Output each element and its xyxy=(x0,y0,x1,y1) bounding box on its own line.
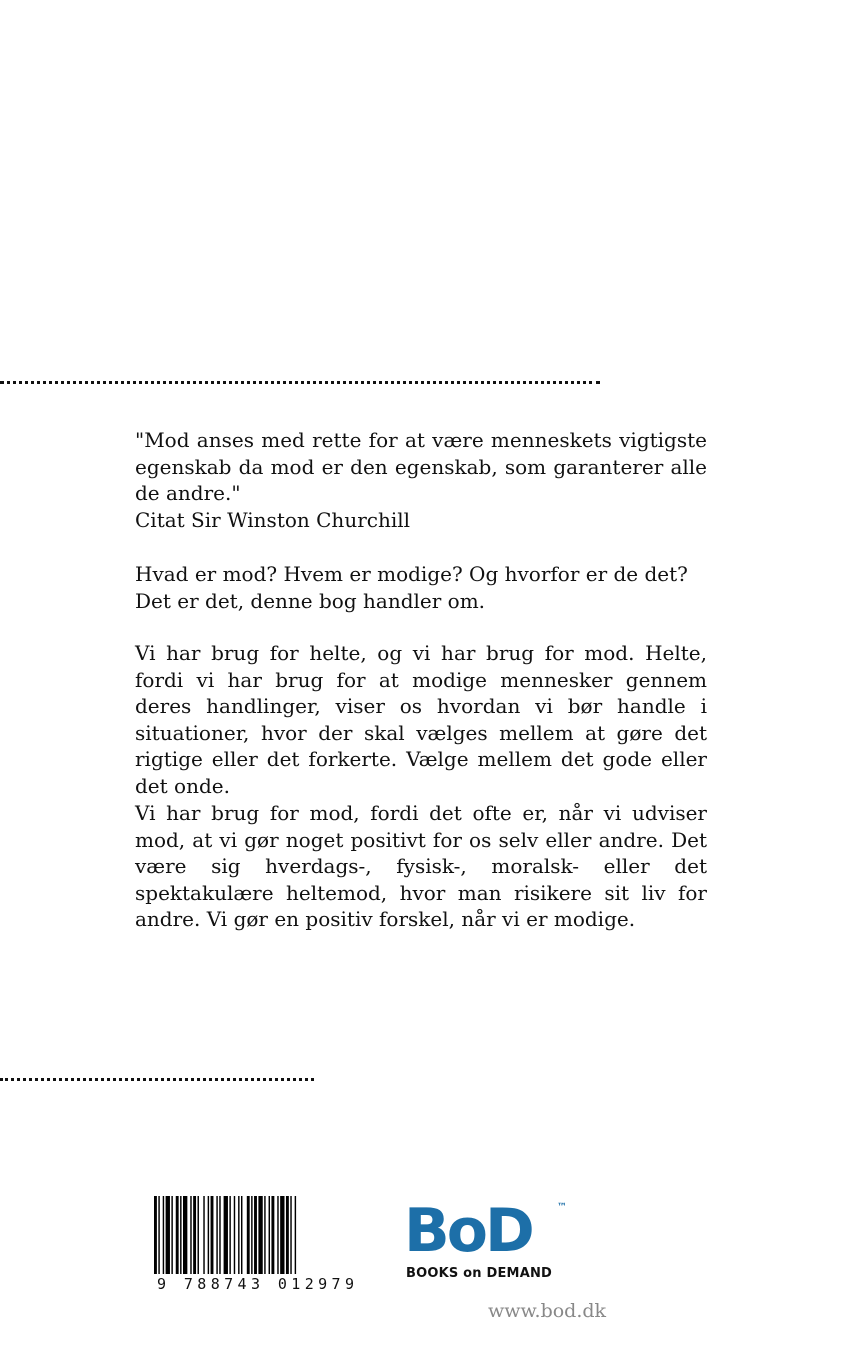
barcode-bar xyxy=(198,1196,199,1276)
barcode-bar xyxy=(171,1196,172,1276)
barcode-bar xyxy=(271,1196,274,1276)
barcode-bar xyxy=(258,1196,262,1276)
barcode-bar xyxy=(286,1196,289,1276)
quote-attribution: Citat Sir Winston Churchill xyxy=(135,507,411,532)
barcode-bar xyxy=(277,1196,278,1276)
dotted-divider-top xyxy=(0,381,600,384)
publisher-website: www.bod.dk xyxy=(488,1300,607,1322)
barcode-bar xyxy=(290,1196,291,1276)
bod-tagline: BOOKS on DEMAND xyxy=(406,1266,553,1281)
paragraph-text: Vi har brug for helte, og vi har brug for mod. Helte, fordi vi har brug for at modige mennesker gennem deres handlinger, viser os hvordan vi bør handle i situationer, hvor der skal vælges mellem at gøre det rigtige eller det forkerte. Vælge mellem det gode eller det onde. xyxy=(135,641,707,798)
barcode-bar xyxy=(208,1196,209,1276)
barcode-bar xyxy=(183,1196,187,1276)
bod-logo xyxy=(404,1196,584,1292)
barcode-bar xyxy=(176,1196,179,1276)
dotted-divider-bottom xyxy=(0,1078,314,1081)
barcode-bar xyxy=(211,1196,214,1276)
questions-line-2: Det er det, denne bog handler om. xyxy=(135,588,486,613)
barcode-bar xyxy=(154,1196,157,1276)
barcode-bar xyxy=(269,1196,270,1276)
barcode-bar xyxy=(238,1196,239,1276)
barcode-bar xyxy=(224,1196,228,1276)
barcode-bar xyxy=(190,1196,191,1276)
barcode-bar xyxy=(163,1196,164,1276)
barcode-bar xyxy=(180,1196,181,1276)
paragraph-text: Vi har brug for mod, fordi det ofte er, når vi udviser mod, at vi gør noget positivt for os selv eller andre. Det være sig hverdags-, fysisk-, moralsk- eller det spektakulære heltemod, hvor man risikere sit liv for andre. Vi gør en positiv forskel, når vi er modige. xyxy=(135,801,707,931)
churchill-quote xyxy=(135,427,707,533)
barcode-bar xyxy=(264,1196,265,1276)
barcode-bar xyxy=(219,1196,220,1276)
barcode-bar xyxy=(216,1196,217,1276)
body-paragraph-courage xyxy=(135,800,707,933)
barcode-bars xyxy=(154,1196,296,1276)
isbn-barcode xyxy=(152,1196,362,1296)
isbn-number: 9 788743 012979 xyxy=(157,1275,354,1293)
barcode-bar xyxy=(158,1196,159,1276)
bod-logo-text: BoD xyxy=(404,1196,532,1266)
barcode-bar xyxy=(247,1196,250,1276)
trademark-mark: ™ xyxy=(557,1202,567,1213)
barcode-bar xyxy=(234,1196,235,1276)
barcode-bar xyxy=(193,1196,196,1276)
questions-block xyxy=(135,561,707,614)
barcode-bar xyxy=(295,1196,296,1276)
questions-line-1: Hvad er mod? Hvem er modige? Og hvorfor er de det? xyxy=(135,562,688,586)
body-paragraph-heroes xyxy=(135,640,707,799)
barcode-bar xyxy=(241,1196,242,1276)
barcode-bar xyxy=(203,1196,204,1276)
quote-text: "Mod anses med rette for at være menneskets vigtigste egenskab da mod er den egenskab, som garanterer alle de andre." xyxy=(135,428,707,505)
barcode-bar xyxy=(251,1196,252,1276)
barcode-bar xyxy=(254,1196,257,1276)
barcode-bar xyxy=(280,1196,284,1276)
barcode-bar xyxy=(166,1196,170,1276)
barcode-bar xyxy=(229,1196,230,1276)
